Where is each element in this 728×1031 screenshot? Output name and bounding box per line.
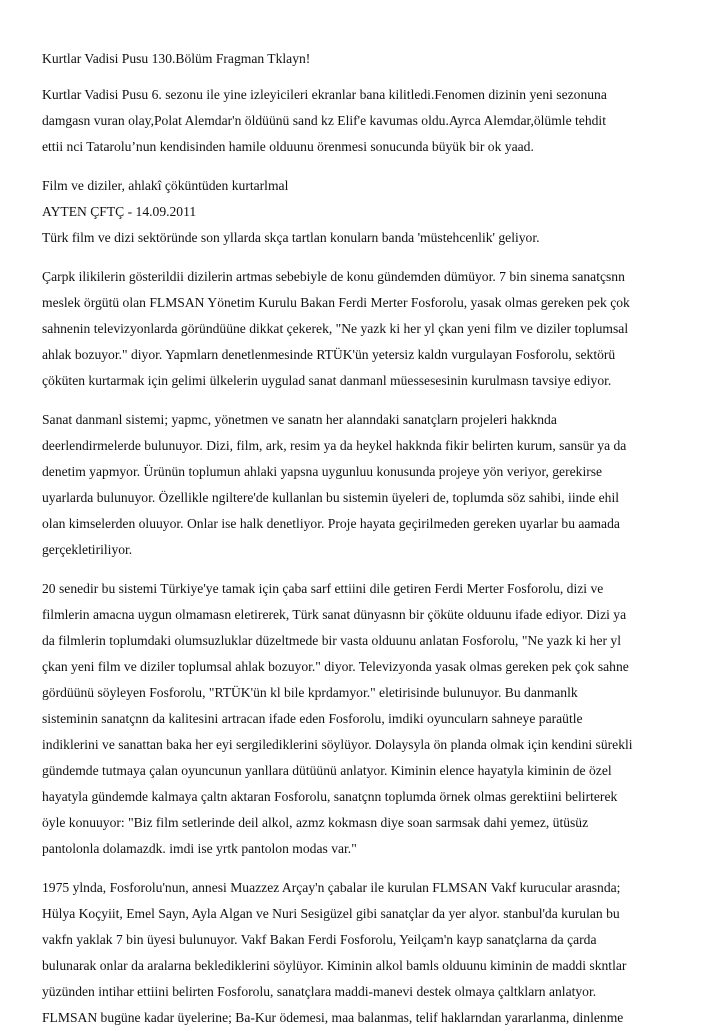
- text-line: filmlerin amacna uygun olmamasn eletirerek, Türk sanat dünyasnn bir çöküte olduunu ifade ediyor. Dizi ya: [42, 607, 627, 622]
- text-line: damgasn vuran olay,Polat Alemdar'n öldüünü sand kz Elif'e kavumas oldu.Ayrca Alemdar,ölümle tehdit: [42, 113, 606, 128]
- paragraph: [42, 875, 692, 1031]
- text-line: vakfn yaklak 7 bin üyesi bulunuyor. Vakf Bakan Ferdi Fosforolu, Yeilçam'n kayp sanatçlarna da çarda: [42, 932, 597, 947]
- text-line: çöküten kurtarmak için gelimi ülkelerin uygulad sanat danmanl müessesesinin kurulmasn tavsiye ediyor.: [42, 373, 612, 388]
- text-line: da filmlerin toplumdaki olumsuzluklar düzeltmede bir vasta olduunu anlatan Fosforolu, "Ne yazk ki her yl: [42, 633, 621, 648]
- text-line: Hülya Koçyiit, Emel Sayn, Ayla Algan ve Nuri Sesigüzel gibi sanatçlar da yer alyor. stanbul'da kurulan bu: [42, 906, 620, 921]
- text-line: 20 senedir bu sistemi Türkiye'ye tamak için çaba sarf ettiini dile getiren Ferdi Merter Fosforolu, dizi ve: [42, 581, 604, 596]
- text-line: FLMSAN bugüne kadar üyelerine; Ba-Kur ödemesi, maa balanmas, telif haklarndan yararlanma, dinlenme: [42, 1010, 624, 1025]
- article-title: Film ve diziler, ahlakî çöküntüden kurtarlmal: [42, 178, 289, 193]
- text-line: indiklerini ve sanattan baka her eyi sergilediklerini söylüyor. Dolaysyla ön planda olmak için kendini sürekli: [42, 737, 633, 752]
- text-line: Sanat danmanl sistemi; yapmc, yönetmen ve sanatn her alanndaki sanatçlarn projeleri hakknda: [42, 412, 557, 427]
- text-line: öyle konuuyor: "Biz film setlerinde deil alkol, azmz kokmasn diye soan sarmsak dahi yemez, ütüsüz: [42, 815, 589, 830]
- text-line: pantolonla dolamazdk. imdi ise yrtk pantolon modas var.": [42, 841, 357, 856]
- text-line: meslek örgütü olan FLMSAN Yönetim Kurulu Bakan Ferdi Merter Fosforolu, yasak olmas gereken pek çok: [42, 295, 630, 310]
- text-line: Çarpk ilikilerin gösterildii dizilerin artmas sebebiyle de konu gündemden dümüyor. 7 bin sinema sanatçsnn: [42, 269, 625, 284]
- spacer: [42, 394, 692, 407]
- text-line: Kurtlar Vadisi Pusu 6. sezonu ile yine izleyicileri ekranlar bana kilitledi.Fenomen dizinin yeni sezonuna: [42, 87, 607, 102]
- text-line: ahlak bozuyor." diyor. Yapmlarn denetlenmesinde RTÜK'ün yetersiz kaldn vurgulayan Fosforolu, sektörü: [42, 347, 616, 362]
- text-line: çkan yeni film ve diziler toplumsal ahlak bozuyor." diyor. Televizyonda yasak olmas gereken pek çok sahne: [42, 659, 629, 674]
- text-line: ettii nci Tataroluʼnun kendisinden hamile olduunu örenmesi sonucunda büyük bir ok yaad.: [42, 139, 534, 154]
- paragraph: [42, 576, 692, 862]
- document-page: [42, 46, 692, 1031]
- text-line: uyarlarda bulunuyor. Özellikle ngiltere'de kullanlan bu sistemin üyeleri de, toplumda söz sahibi, iinde ehil: [42, 490, 620, 505]
- text-line: yüzünden intihar ettiini belirten Fosforolu, sanatçlara maddi-manevi destek olmaya çaltklarn anlatyor.: [42, 984, 597, 999]
- spacer: [42, 563, 692, 576]
- article-byline: AYTEN ÇFTÇ - 14.09.2011: [42, 204, 197, 219]
- text-line: gerçekletiriliyor.: [42, 542, 133, 557]
- paragraph: [42, 264, 692, 394]
- text-line: olan kimselerden oluuyor. Onlar ise halk denetliyor. Proje hayata geçirilmeden gereken uyarlar bu aamada: [42, 516, 620, 531]
- text-line: gündemde tutmaya çalan oyuncunun yanllara dütüünü anlatyor. Kiminin elence hayatyla kiminin de özel: [42, 763, 612, 778]
- text-line: sahnenin televizyonlarda göründüüne dikkat çekerek, "Ne yazk ki her yl çkan yeni film ve diziler toplumsal: [42, 321, 629, 336]
- spacer: [42, 251, 692, 264]
- text-line: gördüünü söyleyen Fosforolu, "RTÜK'ün kl bile kprdamyor." eletirisinde bulunuyor. Bu danmanlk: [42, 685, 578, 700]
- spacer: [42, 160, 692, 173]
- article-lead: Türk film ve dizi sektöründe son yllarda skça tartlan konularn banda 'müstehcenlik' geliyor.: [42, 230, 540, 245]
- text-line: 1975 ylnda, Fosforolu'nun, annesi Muazzez Arçay'n çabalar ile kurulan FLMSAN Vakf kurucular arasnda;: [42, 880, 621, 895]
- text-line: denetim yapmyor. Ürünün toplumun ahlaki yapsna uygunluu konusunda projeye yön veriyor, gerekirse: [42, 464, 603, 479]
- text-line: bulunarak onlar da aralarna beklediklerini söylüyor. Kiminin alkol bamls olduunu kiminin de maddi skntlar: [42, 958, 627, 973]
- text-line: deerlendirmelerde bulunuyor. Dizi, film, ark, resim ya da heykel hakknda fikir belirten kurum, sansür ya da: [42, 438, 627, 453]
- spacer: [42, 862, 692, 875]
- paragraph: [42, 407, 692, 563]
- text-line: sisteminin sanatçnn da kalitesini artracan ifade eden Fosforolu, imdiki oyuncularn sahneye paraütle: [42, 711, 583, 726]
- intro-paragraph: [42, 82, 692, 160]
- text-line: hayatyla gündemde kalmaya çaltn aktaran Fosforolu, sanatçnn toplumda örnek olmas gerektiini belirterek: [42, 789, 618, 804]
- document-title: Kurtlar Vadisi Pusu 130.Bölüm Fragman Tklayn!: [42, 51, 311, 66]
- article-header: [42, 173, 692, 251]
- spacer: [42, 72, 692, 82]
